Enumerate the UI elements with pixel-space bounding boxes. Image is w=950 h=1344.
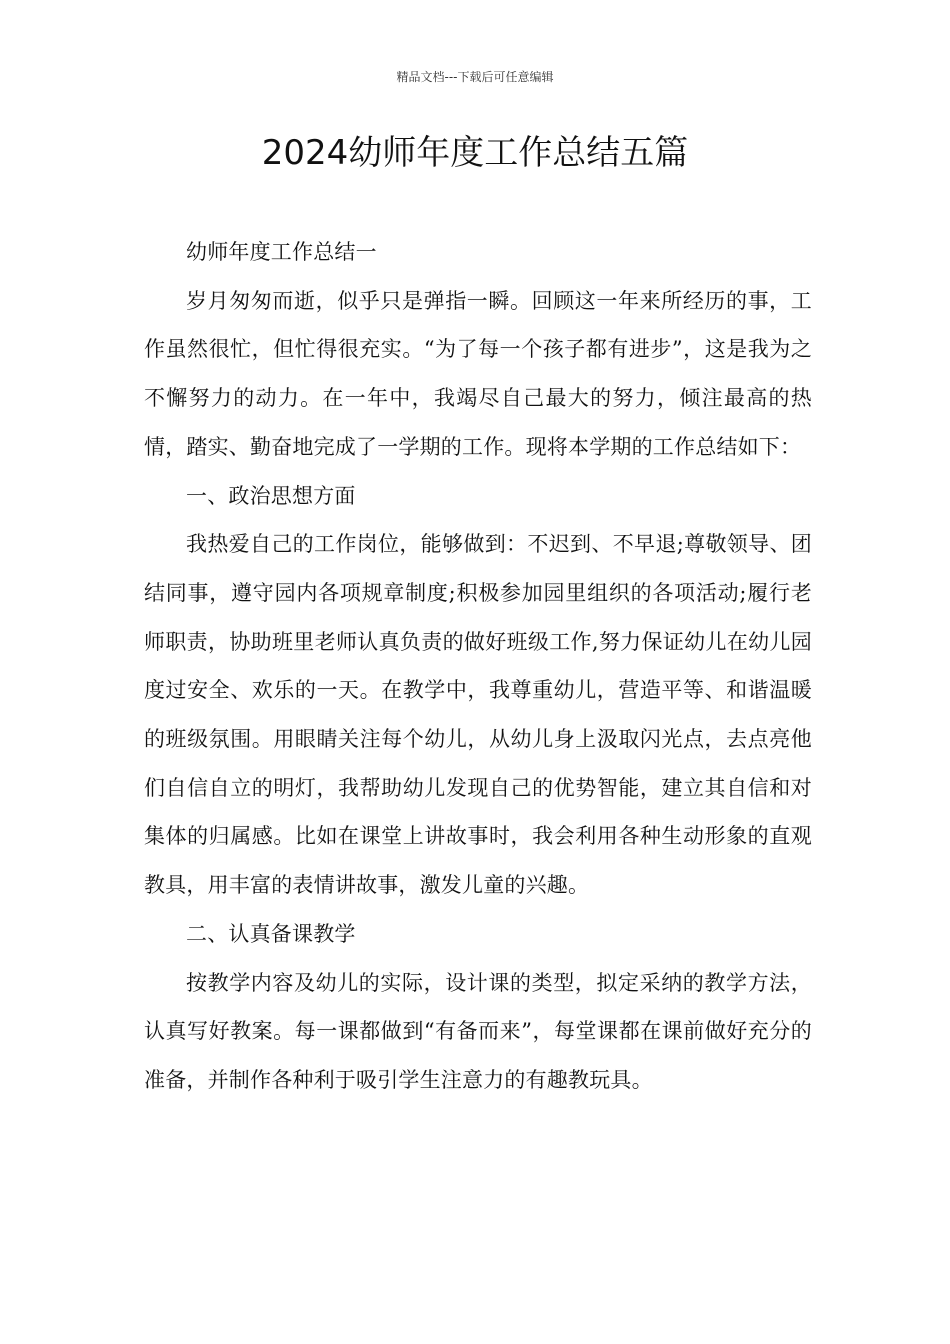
document-title: 2024幼师年度工作总结五篇 [261,133,689,173]
body-paragraph: 我热爱自己的工作岗位，能够做到：不迟到、不早退;尊敬领导、团结同事，遵守园内各项规章制度;积极参加园里组织的各项活动;履行老师职责，协助班里老师认真负责的做好班级工作,努力保证幼儿在幼儿园度过安全、欢乐的一天。在教学中，我尊重幼儿，营造平等、和谐温暖的班级氛围。用眼睛关注每个幼儿，从幼儿身上汲取闪光点，去点亮他们自信自立的明灯，我帮助幼儿发现自己的优势智能，建立其自信和对集体的归属感。比如在课堂上讲故事时，我会利用各种生动形象的直观教具，用丰富的表情讲故事，激发儿童的兴趣。 [144,532,812,898]
section-heading: 幼师年度工作总结一 [186,240,377,264]
body-paragraph: 岁月匆匆而逝，似乎只是弹指一瞬。回顾这一年来所经历的事，工作虽然很忙，但忙得很充实。“为了每一个孩子都有进步”，这是我为之不懈努力的动力。在一年中，我竭尽自己最大的努力，倾注最高的热情，踏实、勤奋地完成了一学期的工作。现将本学期的工作总结如下： [144,288,812,459]
section-heading: 二、认真备课教学 [186,921,356,946]
document-header-note: 精品文档---下载后可任意编辑 [396,70,554,84]
body-paragraph: 按教学内容及幼儿的实际，设计课的类型，拟定采纳的教学方法，认真写好教案。每一课都做到“有备而来”，每堂课都在课前做好充分的准备，并制作各种利于吸引学生注意力的有趣教玩具。 [144,970,812,1092]
document-body [144,228,812,1105]
section-heading: 一、政治思想方面 [186,483,356,508]
